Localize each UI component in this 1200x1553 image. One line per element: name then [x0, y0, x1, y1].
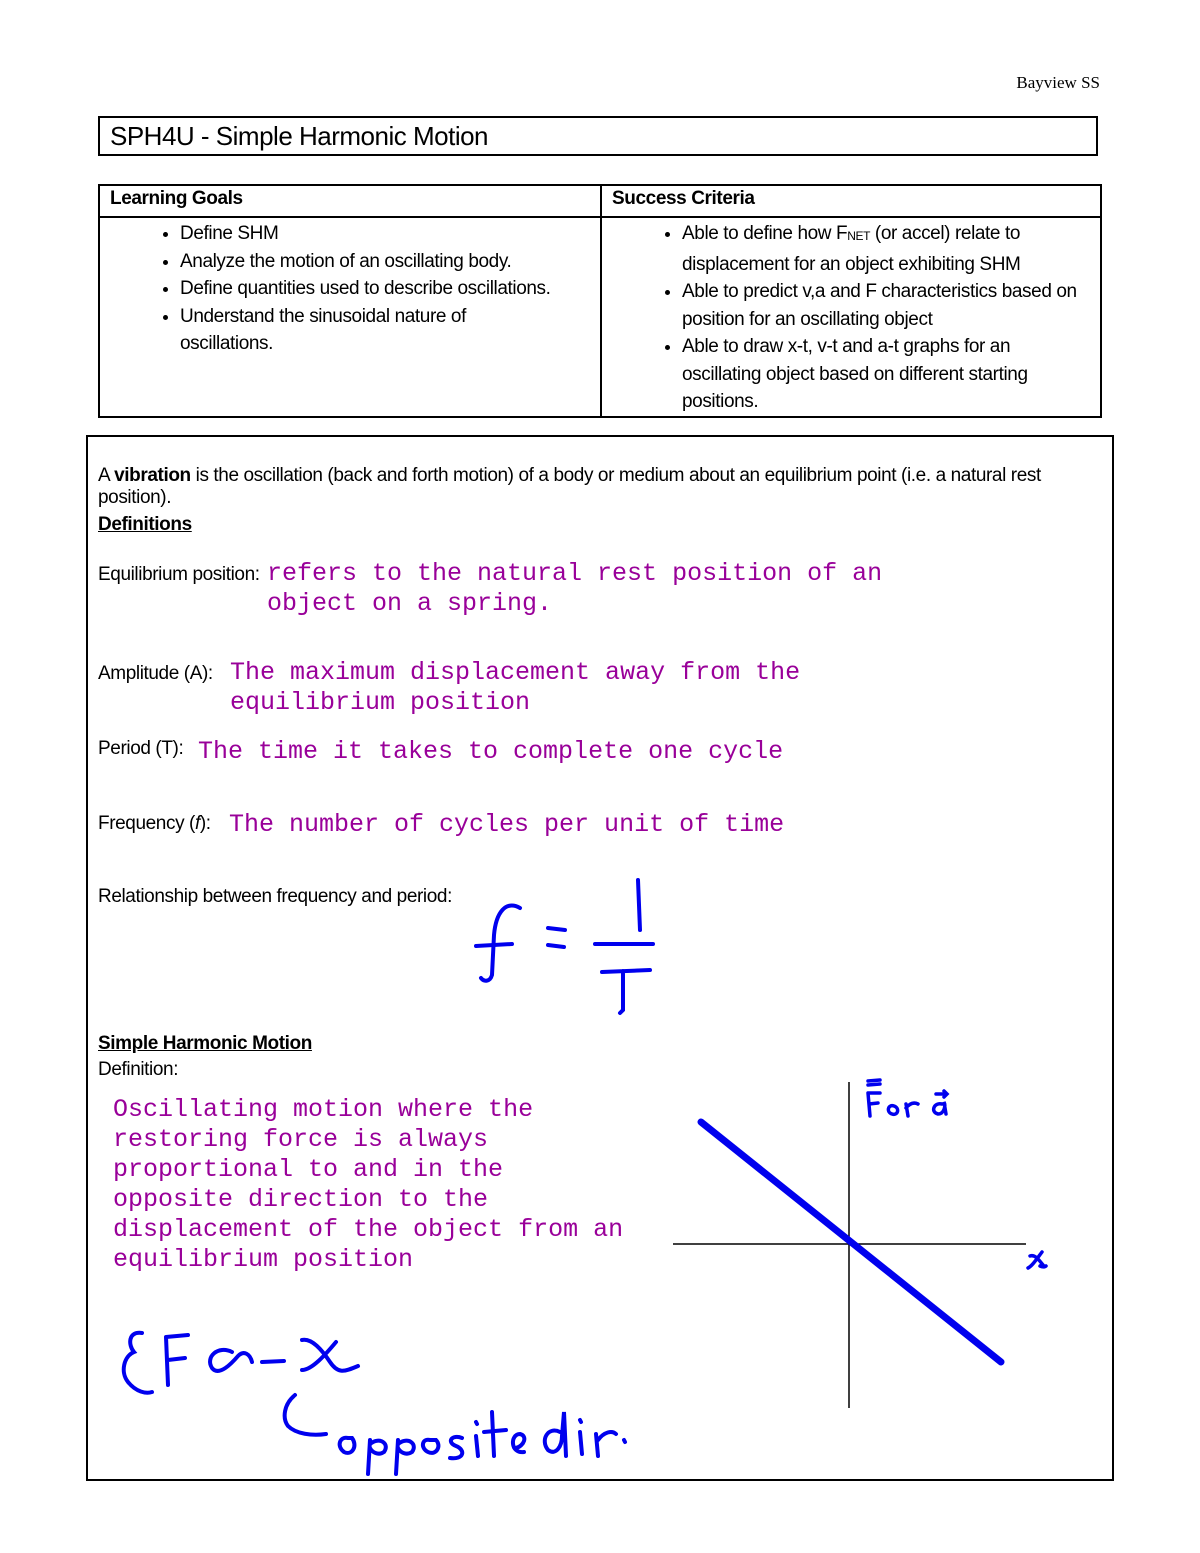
period-label: Period (T):	[98, 738, 184, 759]
frequency-symbol: f	[194, 813, 200, 834]
equilibrium-answer: refers to the natural rest position of an object on a spring.	[267, 559, 883, 618]
frequency-label-text: Frequency (	[98, 813, 195, 834]
amplitude-answer: The maximum displacement away from the equilibrium position	[230, 658, 801, 717]
handwritten-axis-labels	[868, 1080, 1046, 1268]
frequency-label-text: ):	[199, 813, 211, 834]
period-answer: The time it takes to complete one cycle	[198, 737, 784, 766]
shm-definition-label: Definition:	[98, 1059, 179, 1080]
criterion-text: Able to define how F	[682, 223, 848, 244]
success-criterion-item: • Able to draw x-t, v-t and a-t graphs for an oscillating object based on different starting positions.	[682, 333, 1100, 416]
vibration-term: vibration	[114, 465, 191, 486]
learning-goal-item: • Understand the sinusoidal nature of oscillations.	[180, 303, 600, 358]
learning-goal-item: • Define quantities used to describe oscillations.	[180, 275, 600, 303]
frequency-answer: The number of cycles per unit of time	[229, 810, 785, 839]
page-title: SPH4U - Simple Harmonic Motion	[98, 116, 1098, 156]
definitions-heading: Definitions	[98, 514, 192, 535]
equilibrium-label: Equilibrium position:	[98, 564, 260, 585]
handwritten-opposite-dir	[285, 1395, 625, 1474]
amplitude-label: Amplitude (A):	[98, 663, 213, 684]
learning-goals-header: Learning Goals	[99, 185, 601, 217]
success-criterion-item: • Able to predict v,a and F characteristics based on position for an oscillating object	[682, 278, 1100, 333]
handwritten-sum-f-proportional-neg-x	[124, 1333, 358, 1393]
force-displacement-graph	[673, 1082, 1026, 1408]
shm-definition-answer: Oscillating motion where the restoring force is always proportional to and in the opposite direction to the displacement of the object from an equilibrium position	[113, 1095, 624, 1274]
learning-goal-item: • Define SHM	[180, 220, 600, 248]
school-name: Bayview SS	[1016, 73, 1100, 92]
intro-text: is the oscillation (back and forth motion) of a body or medium about an equilibrium point (i.e. a natural rest position).	[98, 465, 1041, 508]
learning-goal-item: • Analyze the motion of an oscillating body.	[180, 248, 600, 276]
criterion-text: (or accel) relate to displacement for an object exhibiting SHM	[682, 223, 1021, 275]
relationship-label: Relationship between frequency and period:	[98, 886, 452, 907]
shm-heading: Simple Harmonic Motion	[98, 1033, 312, 1054]
handwritten-f-equals-one-over-t	[476, 880, 653, 1013]
graph-line	[701, 1122, 1001, 1362]
net-subscript: NET	[847, 229, 871, 243]
intro-text: A	[98, 465, 115, 486]
success-criteria-header: Success Criteria	[601, 185, 1101, 217]
